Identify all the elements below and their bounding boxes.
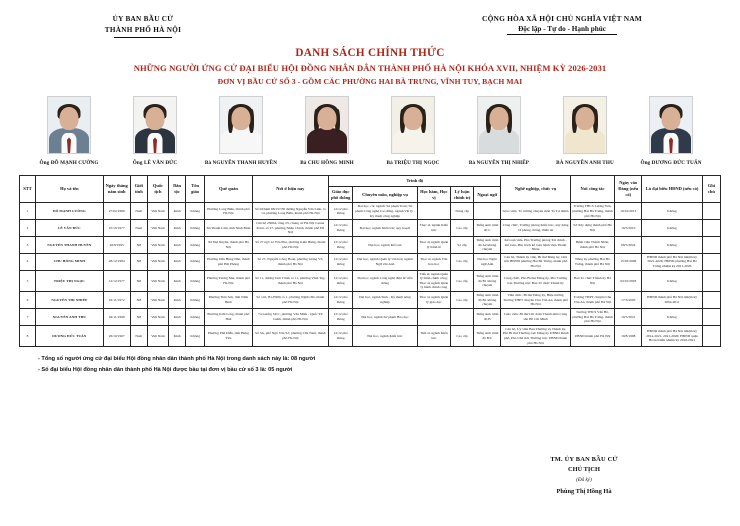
cell-edu-degree	[417, 308, 450, 325]
th-hdnd: Là đại biểu HĐND (nếu có)	[642, 175, 702, 203]
cell-workplace: Trường THCS Lương Yên, phường Hai Bà Trưng, thành phố Hà Nội	[570, 203, 614, 220]
electoral-unit-line: ĐƠN VỊ BẦU CỬ SỐ 3 - GỒM CÁC PHƯỜNG HAI BÀ TRƯNG, VĨNH TUY, BẠCH MAI	[217, 77, 523, 87]
authority-line-2: THÀNH PHỐ HÀ NỘI	[104, 26, 182, 35]
cell-workplace: Ban Tổ chức Thành ủy Hà Nội	[570, 270, 614, 291]
note-seats-available: - Số đại biểu Hội đồng nhân dân thành phố Hà Nội được bầu tại đơn vị bầu cử số 3 là: 05 người	[38, 366, 293, 373]
cell-workplace: Trường THCS Vân Hồ, phường Hai Bà Trưng, thành phố Hà Nội	[570, 308, 614, 325]
th-residence: Nơi ở hiện nay	[252, 175, 329, 203]
cell-gender: Nữ	[130, 292, 147, 309]
cell-note	[702, 292, 720, 309]
table-row	[20, 237, 721, 254]
candidate-photo-cell	[116, 96, 194, 167]
candidate-photo-cell	[374, 96, 452, 167]
cell-residence: Số 02/hẻm 68/157/30 đường Nguyễn Văn Linh, tổ 14, phường Long Biên, thành phố Hà Nội	[252, 203, 329, 220]
cell-edu-major: Đại học, các ngành: Sư phạm Toán; Sư phạm Công nghệ Cao đẳng, ngành Vật lý - Kỹ thuật công nghiệp	[353, 203, 417, 220]
note-total-candidates: - Tổng số người ứng cử đại biểu Hội đồng nhân dân thành phố Hà Nội trong danh sách này là: 08 người	[38, 356, 316, 363]
cell-gender: Nữ	[130, 237, 147, 254]
cell-nationality: Việt Nam	[147, 253, 168, 270]
cell-residence: Số 142, B1-E900, tổ 1, phường Nghĩa Đô, thành phố Hà Nội	[252, 292, 329, 309]
cell-gender: Nữ	[130, 253, 147, 270]
th-note: Ghi chú	[702, 175, 720, 203]
title-block	[10, 47, 730, 86]
cell-nationality: Việt Nam	[147, 270, 168, 291]
th-religion: Tôn giáo	[186, 175, 205, 203]
cell-hdnd: Không	[642, 203, 702, 220]
cell-dob: 26/10/1967	[103, 325, 130, 346]
cell-residence: Căn hộ 2308A, tầng 23, chung cư Hà Nội Center Point, số 27, phường Nhân Chính, thành phố Hà Nội	[252, 220, 329, 237]
cell-edu-major: Đại học, ngành Kiến trúc quy hoạch	[353, 220, 417, 237]
cell-edu-major: Đại học, ngành Sinh - Kỹ thuật nông nghiệp	[353, 292, 417, 309]
cell-ethnicity: Kinh	[169, 253, 186, 270]
cell-gender: Nam	[130, 325, 147, 346]
table-row	[20, 292, 721, 309]
cell-party-date: 19/8/1998	[615, 325, 642, 346]
cell-residence: Số 27, Nguyễn Công Hoan, phường Giảng Võ, thành phố Hà Nội	[252, 253, 329, 270]
cell-occupation: Kế toán viên, Phó Trưởng phòng Tài chính - Kế toán, Phụ trách kế toán bệnh viện Thanh Nhàn	[501, 237, 570, 254]
cell-nationality: Việt Nam	[147, 325, 168, 346]
cell-note	[702, 253, 720, 270]
motto-underline	[507, 34, 617, 35]
candidate-portrait	[391, 96, 435, 154]
cell-stt: 1	[20, 203, 36, 220]
cell-edu-general: 12/12 phổ thông	[329, 203, 353, 220]
candidate-photo-cell	[288, 96, 366, 167]
cell-religion: Không	[186, 292, 205, 309]
table-head	[20, 175, 721, 203]
cell-name: LÊ VĂN ĐỨC	[36, 220, 103, 237]
cell-occupation: Giáo viên, Tổ trưởng chuyên môn Tổ Tự nhiên	[501, 203, 570, 220]
candidate-portrait	[47, 96, 91, 154]
national-heading-block	[412, 14, 712, 35]
cell-party-date: 17/3/2005	[615, 292, 642, 309]
cell-edu-degree: Thạc sĩ, ngành Kiến trúc	[417, 220, 450, 237]
cell-edu-politics: Cao cấp	[450, 253, 473, 270]
cell-hometown: Phường Long Biên, thành phố Hà Nội	[205, 203, 252, 220]
cell-party-date: 15/02/2006	[615, 253, 642, 270]
cell-party-date: 03/10/2003	[615, 270, 642, 291]
candidate-portrait	[563, 96, 607, 154]
cell-name: DƯƠNG ĐỨC TUẤN	[36, 325, 103, 346]
th-edu-language: Ngoại ngữ	[474, 186, 501, 203]
table-row	[20, 253, 721, 270]
cell-nationality: Việt Nam	[147, 220, 168, 237]
cell-hdnd: Không	[642, 270, 702, 291]
signature-signed-note: (Đã ký)	[576, 477, 592, 483]
cell-occupation: Giáo viên, Bí thư Chi đoàn Thanh niên Cộng sản Hồ Chí Minh	[501, 308, 570, 325]
candidate-photo-caption: Ông DƯƠNG ĐỨC TUẤN	[640, 160, 702, 167]
cell-dob: 04/11/1999	[103, 308, 130, 325]
cell-name: CHU HỒNG MINH	[36, 253, 103, 270]
cell-occupation: Công chức, Phó Bí thư Đảng ủy, Phó Trưởng ban Thường trực Ban Tổ chức Thành ủy	[501, 270, 570, 291]
th-edu-major: Chuyên môn, nghiệp vụ	[353, 186, 417, 203]
cell-stt: 2	[20, 220, 36, 237]
cell-edu-degree: Thạc sĩ, ngành Quản lý Kinh tế	[417, 237, 450, 254]
cell-dob: 22/11/1972	[103, 292, 130, 309]
cell-residence: Số 27 ngõ 12 Yên Phụ, phường Kiến Hưng, thành phố Hà Nội	[252, 237, 329, 254]
cell-ethnicity: Kinh	[169, 203, 186, 220]
cell-hometown: Phường Kim Long, thành phố Huế	[205, 308, 252, 325]
th-education-group: Trình độ	[329, 175, 501, 186]
cell-dob: 12/12/1977	[103, 270, 130, 291]
cell-edu-language: Tiếng Anh trình độ B1 không chuyên	[474, 292, 501, 309]
cell-stt: 7	[20, 308, 36, 325]
cell-ethnicity: Kinh	[169, 325, 186, 346]
th-name: Họ và tên	[36, 175, 103, 203]
cell-hometown: Phường Dân Hùng Dân, thành phố Hải Phòng	[205, 253, 252, 270]
candidate-photo-cell	[30, 96, 108, 167]
cell-hometown: Phường Tiên Sơn, tỉnh Ninh Bình	[205, 292, 252, 309]
th-workplace: Nơi công tác	[570, 175, 614, 203]
cell-ethnicity: Kinh	[169, 237, 186, 254]
cell-edu-degree: Thạc sĩ, ngành Văn hóa học	[417, 253, 450, 270]
summary-notes	[38, 354, 730, 375]
cell-nationality: Việt Nam	[147, 308, 168, 325]
cell-edu-general: 12/12 phổ thông	[329, 270, 353, 291]
cell-edu-language	[474, 203, 501, 220]
cell-workplace: UBND thành phố Hà Nội	[570, 325, 614, 346]
cell-religion: Không	[186, 203, 205, 220]
candidate-table	[19, 175, 721, 347]
signature-committee: TM. ỦY BAN BẦU CỬ	[550, 456, 618, 463]
cell-occupation: Cán bộ, Ủy viên Ban Thường vụ Thành ủy, Phó Bí thư Thường trực Đảng ủy UBND thành phố, Phó Chủ tịch Thường trực UBND thành phố Hà Nội	[501, 325, 570, 346]
cell-gender: Nam	[130, 220, 147, 237]
cell-hdnd: HĐND thành phố Hà Nội nhiệm kỳ 2014-2021, 2021-2026; HĐND quận Hoàn Kiếm nhiệm kỳ 2016-2021	[642, 325, 702, 346]
cell-note	[702, 220, 720, 237]
candidate-portrait	[305, 96, 349, 154]
th-gender: Giới tính	[130, 175, 147, 203]
cell-residence: 74 Lương Sử C, phường Văn Miếu - Quốc Tử Giám, thành phố Hà Nội	[252, 308, 329, 325]
table-row	[20, 270, 721, 291]
signature-block	[484, 456, 684, 495]
candidate-photo-caption: Ông ĐỖ MẠNH CƯỜNG	[39, 160, 99, 167]
national-motto: Độc lập - Tự do - Hạnh phúc	[518, 25, 606, 33]
cell-nationality: Việt Nam	[147, 292, 168, 309]
cell-edu-politics: Cao cấp	[450, 220, 473, 237]
cell-hometown: Xã Đại Xuyên, thành phố Hà Nội	[205, 237, 252, 254]
authority-underline	[114, 37, 172, 38]
cell-occupation: Viên chức, Bí thư Đảng ủy, Hiệu trưởng Trường THPT chuyên Chu Văn An, thành phố Hà Nội	[501, 292, 570, 309]
cell-residence: Số 11, đường Tam Trinh, tổ 11, phường Vĩnh Tuy, thành phố Hà Nội	[252, 270, 329, 291]
cell-dob: 25/10/1977	[103, 220, 130, 237]
page-subtitle: NHỮNG NGƯỜI ỨNG CỬ ĐẠI BIỂU HỘI ĐỒNG NHÂN DÂN THÀNH PHỐ HÀ NỘI KHÓA XVII, NHIỆM KỲ 2026-2031	[133, 63, 607, 74]
cell-stt: 8	[20, 325, 36, 346]
candidate-photo-caption: Bà TRIỆU THỊ NGỌC	[386, 160, 440, 167]
cell-note	[702, 308, 720, 325]
cell-hdnd: Không	[642, 220, 702, 237]
cell-edu-general: 12/12 phổ thông	[329, 325, 353, 346]
cell-ethnicity: Kinh	[169, 220, 186, 237]
cell-nationality: Việt Nam	[147, 237, 168, 254]
cell-edu-degree: Thạc sĩ, ngành Quản lý giáo dục	[417, 292, 450, 309]
country-name: CỘNG HÒA XÃ HỘI CHỦ NGHĨA VIỆT NAM	[482, 14, 642, 23]
candidate-portrait	[649, 96, 693, 154]
cell-stt: 4	[20, 253, 36, 270]
cell-dob: 27/02/1980	[103, 203, 130, 220]
cell-residence: Số 3A, phố Ngô Văn Sở, phường Cửa Nam, thành phố Hà Nội	[252, 325, 329, 346]
cell-party-date: 19/5/2021	[615, 308, 642, 325]
cell-edu-language: Tiếng Anh trình độ B	[474, 308, 501, 325]
th-ethnicity: Dân tộc	[169, 175, 186, 203]
cell-edu-language: Tiếng Anh trình độ A2 không chuyên	[474, 237, 501, 254]
signature-name: Phùng Thị Hồng Hà	[556, 488, 612, 495]
cell-note	[702, 203, 720, 220]
authority-line-1: ỦY BAN BẦU CỬ	[112, 15, 174, 23]
th-edu-degree: Học hàm, Học vị	[417, 186, 450, 203]
cell-edu-degree: Tiến sĩ, ngành Kiến trúc	[417, 325, 450, 346]
cell-note	[702, 237, 720, 254]
cell-occupation: Công chức, Trưởng phòng Kiến trúc, xây dựng và phòng chống, thiên tai	[501, 220, 570, 237]
cell-stt: 5	[20, 270, 36, 291]
cell-edu-politics: Trung cấp	[450, 203, 473, 220]
candidate-portrait	[477, 96, 521, 154]
candidate-photo-strip	[10, 96, 730, 167]
cell-edu-general: 12/12 phổ thông	[329, 308, 353, 325]
cell-name: ĐỖ MẠNH CƯỜNG	[36, 203, 103, 220]
cell-nationality: Việt Nam	[147, 203, 168, 220]
cell-religion: Không	[186, 220, 205, 237]
cell-ethnicity: Kinh	[169, 308, 186, 325]
table-row	[20, 203, 721, 220]
cell-edu-politics	[450, 308, 473, 325]
cell-note	[702, 325, 720, 346]
table-body	[20, 203, 721, 347]
cell-occupation: Cán bộ, Thành ủy viên, Bí thư Đảng ủy, Chủ tịch HĐND phường Hai Bà Trưng, thành phố Hà Nội	[501, 253, 570, 270]
cell-dob: 26/8/1995	[103, 237, 130, 254]
page-title: DANH SÁCH CHÍNH THỨC	[295, 47, 445, 60]
candidate-photo-caption: Ông LÊ VĂN ĐỨC	[132, 160, 178, 167]
candidate-portrait	[133, 96, 177, 154]
cell-edu-general: 12/12 phổ thông	[329, 237, 353, 254]
cell-name: TRIỆU THỊ NGỌC	[36, 270, 103, 291]
candidate-photo-cell	[460, 96, 538, 167]
th-dob: Ngày tháng năm sinh	[103, 175, 130, 203]
cell-edu-general: 12/12 phổ thông	[329, 220, 353, 237]
table-row	[20, 308, 721, 325]
table-row	[20, 220, 721, 237]
issuing-authority-block	[28, 14, 258, 38]
candidate-photo-caption: Bà NGUYỄN THỊ NHIẾP	[468, 160, 530, 167]
candidate-photo-caption: Bà NGUYỄN THANH HUYỀN	[204, 160, 278, 167]
cell-edu-politics: Cao cấp	[450, 270, 473, 291]
cell-edu-politics: Cao cấp	[450, 325, 473, 346]
cell-workplace: Bệnh viện Thanh Nhàn, thành phố Hà Nội	[570, 237, 614, 254]
cell-religion: Không	[186, 325, 205, 346]
cell-note	[702, 270, 720, 291]
cell-gender: Nữ	[130, 308, 147, 325]
cell-edu-politics: Sơ cấp	[450, 237, 473, 254]
cell-edu-language: Tiếng Anh trình độ C	[474, 220, 501, 237]
signature-title: CHỦ TỊCH	[567, 466, 601, 473]
cell-edu-general: 12/12 phổ thông	[329, 253, 353, 270]
cell-edu-degree	[417, 203, 450, 220]
cell-hometown: Phường Tương Mai, thành phố Hà Nội	[205, 270, 252, 291]
cell-stt: 3	[20, 237, 36, 254]
cell-edu-major: Đại học, ngành Công nghệ điện tử viễn thông	[353, 270, 417, 291]
cell-name: NGUYỄN THANH HUYỀN	[36, 237, 103, 254]
cell-hdnd: Không	[642, 237, 702, 254]
cell-dob: 28/12/1984	[103, 253, 130, 270]
cell-workplace: Trường THPT chuyên Chu Văn An, thành phố Hà Nội	[570, 292, 614, 309]
cell-religion: Không	[186, 270, 205, 291]
th-stt: STT	[20, 175, 36, 203]
cell-name: NGUYỄN ANH THU	[36, 308, 103, 325]
cell-hdnd: HĐND thành phố Hà Nội nhiệm kỳ 2004-2011	[642, 292, 702, 309]
th-edu-politics: Lý luận chính trị	[450, 186, 473, 203]
cell-edu-language: Tiếng Anh trình độ B/C	[474, 325, 501, 346]
candidate-photo-caption: Bà CHU HỒNG MINH	[300, 160, 354, 167]
cell-gender: Nữ	[130, 270, 147, 291]
candidate-photo-cell	[546, 96, 624, 167]
cell-edu-major: Đại học, ngành Kiến trúc	[353, 325, 417, 346]
th-hometown: Quê quán	[205, 175, 252, 203]
candidate-photo-cell	[202, 96, 280, 167]
cell-stt: 6	[20, 292, 36, 309]
cell-edu-degree: Tiến sĩ, ngành Quản lý hành chính công; Thạc sĩ, ngành Quản lý hành chính công	[417, 270, 450, 291]
cell-edu-politics: Cao cấp	[450, 292, 473, 309]
th-edu-general: Giáo dục phổ thông	[329, 186, 353, 203]
cell-party-date: 19/5/2010	[615, 220, 642, 237]
cell-edu-major: Đại học, ngành Quản lý văn hóa; ngành Ngữ văn Anh	[353, 253, 417, 270]
table-row	[20, 325, 721, 346]
cell-religion: Không	[186, 308, 205, 325]
cell-religion: Không	[186, 253, 205, 270]
cell-hometown: Phường Phủ Diễn, tỉnh Hưng Yên	[205, 325, 252, 346]
candidate-portrait	[219, 96, 263, 154]
header-row-1	[20, 175, 721, 186]
th-occupation: Nghề nghiệp, chức vụ	[501, 175, 570, 203]
cell-workplace: Đảng ủy phường Hai Bà Trưng, thành phố Hà Nội	[570, 253, 614, 270]
cell-edu-major: Đại học, ngành Kế toán	[353, 237, 417, 254]
cell-workplace: Sở Xây dựng thành phố Hà Nội	[570, 220, 614, 237]
cell-hdnd: Không	[642, 308, 702, 325]
cell-edu-general: 12/12 phổ thông	[329, 292, 353, 309]
cell-hdnd: HĐND thành phố Hà Nội nhiệm kỳ 2021-2026; HĐND phường Hai Bà Trưng nhiệm kỳ 2021-2026	[642, 253, 702, 270]
candidate-photo-cell	[632, 96, 710, 167]
cell-religion: Không	[186, 237, 205, 254]
cell-ethnicity: Kinh	[169, 270, 186, 291]
cell-edu-language: Tiếng Anh trình độ B1 không chuyên	[474, 270, 501, 291]
cell-gender: Nam	[130, 203, 147, 220]
cell-edu-language: Đại học Ngôn ngữ Anh	[474, 253, 501, 270]
document-header	[10, 8, 730, 38]
candidate-photo-caption: BÀ NGUYỄN ANH THU	[556, 160, 614, 167]
th-party-date: Ngày vào Đảng (nếu có)	[615, 175, 642, 203]
th-nationality: Quốc tịch	[147, 175, 168, 203]
cell-ethnicity: Kinh	[169, 292, 186, 309]
cell-party-date: 10/10/2013	[615, 203, 642, 220]
cell-party-date: 08/5/2024	[615, 237, 642, 254]
cell-edu-major: Đại học, ngành Sư phạm Hóa học	[353, 308, 417, 325]
cell-hometown: Xã Thanh Lâm, tỉnh Ninh Bình	[205, 220, 252, 237]
cell-name: NGUYỄN THỊ NHIẾP	[36, 292, 103, 309]
